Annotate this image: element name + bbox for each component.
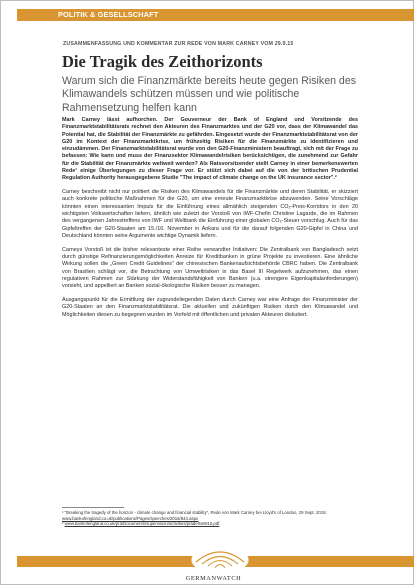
body-paragraph: Carney beschreibt nicht nur politiert die Risiken des Klimawandels für die Finanzmärkte und deren Stabilität, er skizziert auch konkrete politische Maßnahmen für die G20, um eine erneute Finanzmarktkrise abzuwenden. Seine Vorschläge könnten einen interessanten Impuls für die Einführung eines allmählich steigenden CO₂-Preis-Korridors in den 20 wichtigsten Volkswirtschaften liefern, ähnlich wie zuletzt der Vorstoß von IWF-Chefin Christine Lagarde, die im Rahmen des vergangenen Jahrestreffens von IWF und Weltbank die Einführung einer globalen CO₂-Steuer vorschlug. Auch für das Gipfeltreffen der G20-Staaten am 15./16. November in Ankara und für die darauf folgenden G20-Gipfel in China und Deutschland könnten seine Argumente wichtige Dynamik liefern. — [62, 189, 358, 239]
germanwatch-logo — [186, 540, 254, 572]
article-body — [62, 117, 358, 325]
footnote-link[interactable]: www.bankofengland.co.uk/publications/Pages/speeches/2015/844.aspx — [62, 515, 199, 521]
footnote-link[interactable]: www.bankofengland.co.uk/pra/Documents/supervision/activities/pradefra0915.pdf — [64, 521, 220, 527]
footnote-2 — [62, 521, 362, 527]
footnote-divider — [62, 507, 124, 508]
footnote-1 — [62, 510, 362, 521]
logo-text: GERMANWATCH — [185, 575, 242, 582]
subtitle: Warum sich die Finanzmärkte bereits heute gegen Risiken des Klimawandels schützen müssen und wie politische Rahmensetzung helfen kann — [62, 75, 357, 114]
footnotes — [62, 510, 362, 527]
body-paragraph: Ausgangspunkt für die Ermittlung der zugrundeliegenden Daten durch Carney war eine Anfrage der Finanzminister der G20-Staaten an den Finanzmarktstabilitätsrat. Die aktuellen und zukünftigen Risiken durch den Klimawandel und Möglichkeiten diesen zu begegnen wurden im Vorfeld mit öffentlichen und privaten Akteuren diskutiert. — [62, 297, 358, 318]
summary-line: ZUSAMMENFASSUNG UND KOMMENTAR ZUR REDE VON MARK CARNEY VOM 29.9.15 — [63, 41, 294, 47]
page-title: Die Tragik des Zeithorizonts — [62, 52, 263, 71]
body-paragraph: Carneys Vorstoß ist die bisher relevanteste einer Reihe verwandter Initiativen: Die Zentralbank von Bangladesch setzt durch günstige Refinanzierungsmöglichkeiten Anreize für Kreditbanken in grüne Projekte zu investieren. Eine ähnliche Wirkung sollen die „Green Credit Guidelines“ der chinesischen Bankenaufsichtsbehörde CBRC haben. Die Zentralbank von Brasilien schlägt vor, die Betrachtung von Umweltrisiken in das Basel III Regelwerk aufzunehmen, das einen regulativen Rahmen zur Stärkung der Widerstandsfähigkeit von Banken (u.a. strengere Eigenkapitalanforderungen) vorsieht, und appelliert an Banken sozial-ökologische Risiken besser zu managen. — [62, 246, 358, 290]
footnote-text: ² — [62, 521, 65, 527]
section-label: POLITIK & GESELLSCHAFT — [58, 10, 159, 19]
globe-logo-icon — [186, 540, 254, 572]
intro-paragraph: Mark Carney lässt aufhorchen. Der Gouverneur der Bank of England und Vorsitzende des Finanzmarktstabilitätsrats rechnet den Akteuren des Finanzmarktes und der G20 vor, dass der Klimawandel das Potential hat, die Stabilität der Finanzmärkte zu gefährden. Eingesetzt wurde der Finanzmarktstabilitätsrat von der G20 im Kontext der Finanzmarktkrise, um frühzeitig Risiken für die Finanzmärkte zu identifizieren und einzudämmen. Der Finanzmarktstabilitätsrat wurde von den G20-Finanzministern beauftragt, sich mit der Frage zu befassen: Wie kann und muss der Finanzsektor Klimawandelrisiken berücksichtigen, die zunehmend zur Gefahr für die Stabilität der Finanzmärkte weltweit werden? Als Ratsvorsitzender stellt Carney in einer bemerkenswerten Rede¹ einige Überlegungen zu dieser Frage vor. Er stützt sich dabei auf die von der britischen Prudential Regulation Authority herausgegebene Studie "The impact of climate change on the UK insurance sector".² — [62, 117, 358, 182]
footnote-text: ¹ "Breaking the tragedy of the horizon - climate change and financial stability", Rede von Mark Carney bei Lloyd's of London, 29 Sept. 2015: — [62, 510, 327, 515]
